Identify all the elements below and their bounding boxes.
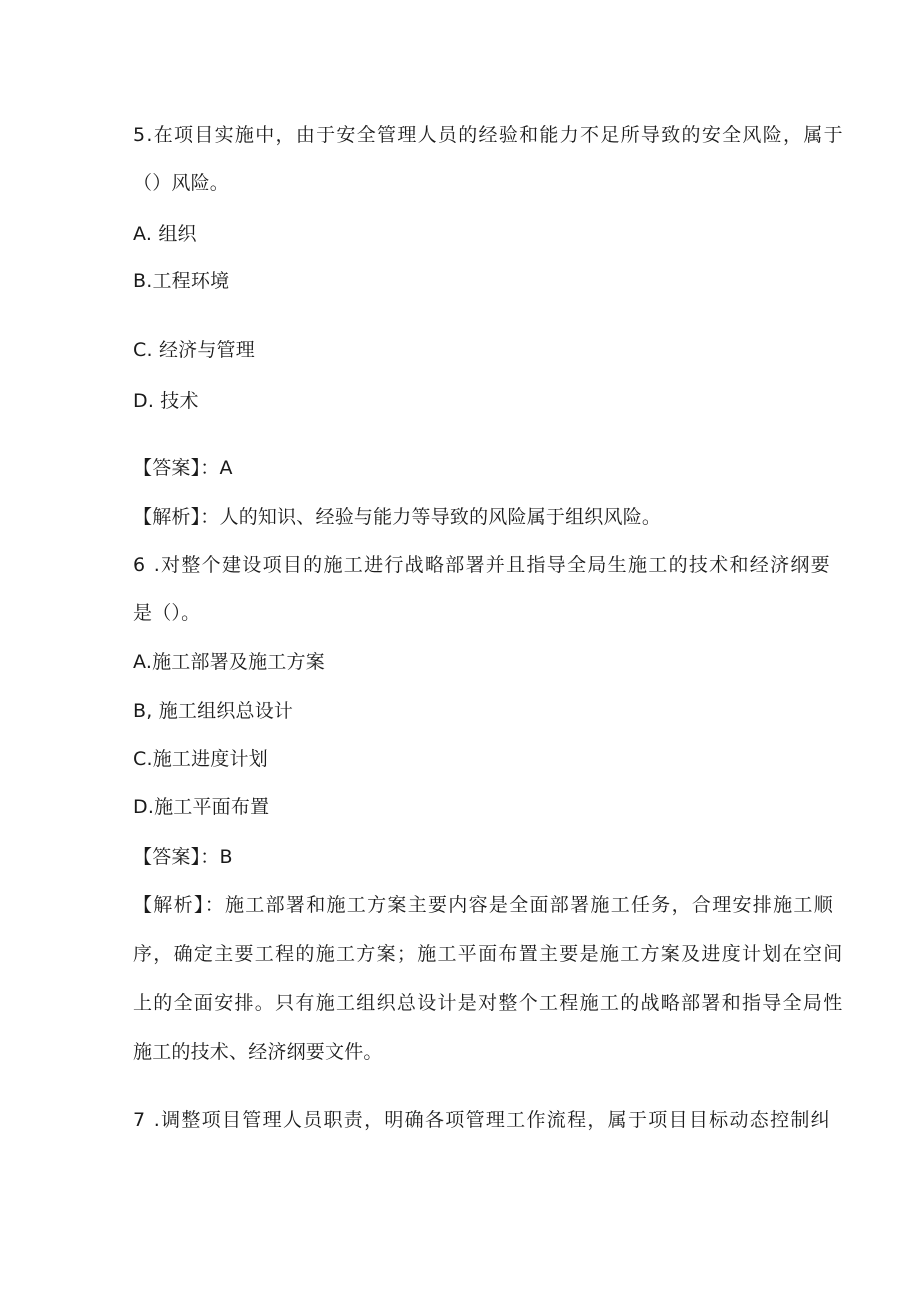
q6-option-a: A.施工部署及施工方案 [133,651,325,673]
q7-stem-line1: 7 .调整项目管理人员职责，明确各项管理工作流程，属于项目目标动态控制纠 [133,1109,831,1131]
q6-analysis-line1: 【解析】：施工部署和施工方案主要内容是全面部署施工任务，合理安排施工顺 [133,894,835,916]
q6-option-b: B, 施工组织总设计 [133,700,294,722]
q5-answer: 【答案】：A [133,457,233,479]
q6-stem-line2: 是（）。 [133,602,201,624]
q6-option-d: D.施工平面布置 [133,796,270,818]
q6-option-c: C.施工进度计划 [133,748,268,770]
q5-stem-line1: 5.在项目实施中，由于安全管理人员的经验和能力不足所导致的安全风险，属于 [133,124,844,146]
q5-option-a: A. 组织 [133,223,197,245]
q6-stem-line1: 6 .对整个建设项目的施工进行战略部署并且指导全局生施工的技术和经济纲要 [133,554,831,576]
q6-analysis-line4: 施工的技术、经济纲要文件。 [133,1041,383,1063]
q5-stem-line2: （）风险。 [133,172,230,194]
q6-analysis-line2: 序，确定主要工程的施工方案；施工平面布置主要是施工方案及进度计划在空间 [133,943,844,965]
q5-analysis: 【解析】：人的知识、经验与能力等导致的风险属于组织风险。 [133,506,662,528]
q5-option-d: D. 技术 [133,390,199,412]
q5-option-b: B.工程环境 [133,270,230,292]
q6-analysis-line3: 上的全面安排。只有施工组织总设计是对整个工程施工的战略部署和指导全局性 [133,992,844,1014]
q5-option-c: C. 经济与管理 [133,339,255,361]
q6-answer: 【答案】：B [133,846,233,868]
